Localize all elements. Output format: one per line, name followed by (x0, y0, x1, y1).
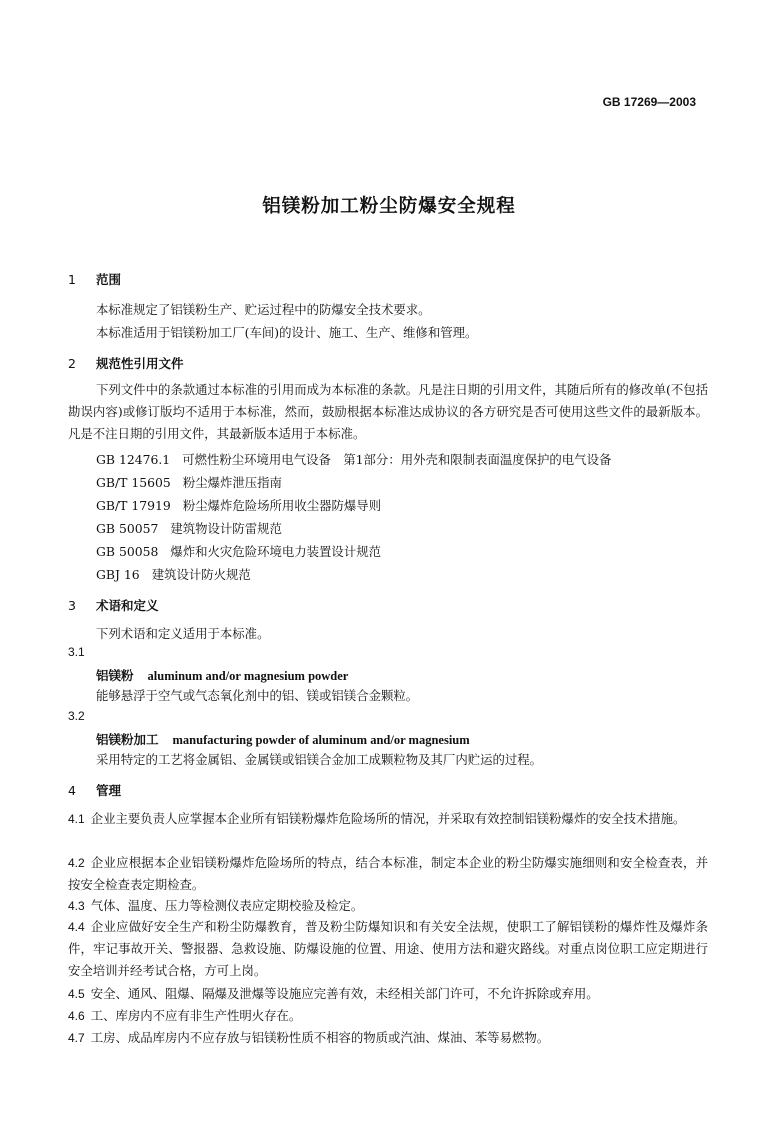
clause-number: 4.2 (68, 856, 85, 870)
reference-item (96, 473, 282, 491)
clause-number: 4.6 (68, 1009, 85, 1023)
reference-code: GB/T 15605 (96, 475, 171, 490)
paragraph: 本标准规定了铝镁粉生产、贮运过程中的防爆安全技术要求。 (96, 302, 431, 317)
clause-number: 4.3 (68, 899, 85, 913)
section-title: 范围 (96, 272, 122, 287)
term-english: manufacturing powder of aluminum and/or magnesium (172, 733, 470, 747)
term-chinese: 铝镁粉加工 (96, 732, 159, 747)
clause (68, 1006, 301, 1024)
clause-text: 工房、成品库房内不应存放与铝镁粉性质不相容的物质或汽油、煤油、苯等易燃物。 (90, 1030, 550, 1045)
section-title: 术语和定义 (96, 598, 159, 613)
paragraph: 下列文件中的条款通过本标准的引用而成为本标准的条款。凡是注日期的引用文件，其随后所有的修改单(不包括勘误内容)或修订版均不适用于本标准，然而，鼓励根据本标准达成协议的各方研究是否可使用这些文件的最新版本。凡是不注日期的引用文件，其最新版本适用于本标准。 (68, 382, 708, 441)
clause-text: 企业应根据本企业铝镁粉爆炸危险场所的特点，结合本标准，制定本企业的粉尘防爆实施细则和安全检查表，并按安全检查表定期检查。 (68, 855, 708, 892)
clause-number: 4.5 (68, 987, 85, 1001)
clause (68, 808, 708, 830)
reference-title: 建筑物设计防雷规范 (170, 521, 282, 536)
clause-text: 工、库房内不应有非生产性明火存在。 (90, 1008, 302, 1023)
paragraph: 本标准适用于铝镁粉加工厂(车间)的设计、施工、生产、维修和管理。 (96, 325, 478, 340)
reference-item (96, 450, 611, 468)
document-title: 铝镁粉加工粉尘防爆安全规程 (262, 196, 516, 217)
section-number: 2 (68, 356, 76, 371)
reference-item (96, 519, 282, 537)
section-number: 3 (68, 598, 76, 613)
section-title: 管理 (96, 783, 122, 798)
section-heading-management (68, 781, 121, 799)
reference-item (96, 565, 251, 583)
term-definition: 采用特定的工艺将金属铝、金属镁或铝镁合金加工成颗粒物及其厂内贮运的过程。 (96, 752, 543, 767)
term-entry (96, 729, 470, 748)
term-entry (96, 665, 348, 684)
clause (68, 916, 708, 982)
clause-number: 4.4 (68, 920, 85, 934)
clause-text: 气体、温度、压力等检测仪表应定期校验及检定。 (90, 898, 364, 913)
clause (68, 896, 363, 914)
term-chinese: 铝镁粉 (96, 668, 134, 683)
reference-code: GB 50057 (96, 521, 159, 536)
term-number: 3.1 (68, 645, 85, 659)
reference-code: GB/T 17919 (96, 498, 171, 513)
term-english: aluminum and/or magnesium powder (147, 669, 349, 683)
reference-item (96, 496, 381, 514)
section-heading-terms (68, 596, 159, 614)
section-number: 1 (68, 272, 76, 287)
clause (68, 852, 708, 896)
section-heading-scope (68, 270, 121, 288)
reference-code: GB 50058 (96, 544, 159, 559)
reference-title: 爆炸和火灾危险环境电力装置设计规范 (170, 544, 381, 559)
term-number: 3.2 (68, 709, 85, 723)
reference-title: 可燃性粉尘环境用电气设备 第1部分：用外壳和限制表面温度保护的电气设备 (182, 452, 612, 467)
reference-item (96, 542, 381, 560)
section-number: 4 (68, 783, 76, 798)
clause (68, 984, 599, 1002)
standard-number: GB 17269—2003 (602, 95, 696, 109)
term-definition: 能够悬浮于空气或气态氧化剂中的铝、镁或铝镁合金颗粒。 (96, 688, 419, 703)
clause-text: 企业应做好安全生产和粉尘防爆教育，普及粉尘防爆知识和有关安全法规，使职工了解铝镁粉的爆炸性及爆炸条件，牢记事故开关、警报器、急救设施、防爆设施的位置、用途、使用方法和避灾路线。对重点岗位职工应定期进行安全培训并经考试合格，方可上岗。 (68, 919, 708, 978)
reference-title: 建筑设计防火规范 (151, 567, 251, 582)
reference-title: 粉尘爆炸危险场所用收尘器防爆导则 (182, 498, 382, 513)
clause-text: 安全、通风、阻爆、隔爆及泄爆等设施应完善有效，未经相关部门许可，不允许拆除或弃用。 (90, 986, 599, 1001)
clause-text: 企业主要负责人应掌握本企业所有铝镁粉爆炸危险场所的情况，并采取有效控制铝镁粉爆炸的安全技术措施。 (90, 811, 686, 826)
paragraph: 下列术语和定义适用于本标准。 (96, 626, 270, 641)
reference-code: GB 12476.1 (96, 452, 171, 467)
clause (68, 1028, 549, 1046)
reference-code: GBJ 16 (96, 567, 140, 582)
section-heading-normative-references (68, 354, 184, 372)
section-title: 规范性引用文件 (96, 356, 184, 371)
clause-number: 4.7 (68, 1031, 85, 1045)
clause-number: 4.1 (68, 812, 85, 826)
reference-title: 粉尘爆炸泄压指南 (182, 475, 282, 490)
